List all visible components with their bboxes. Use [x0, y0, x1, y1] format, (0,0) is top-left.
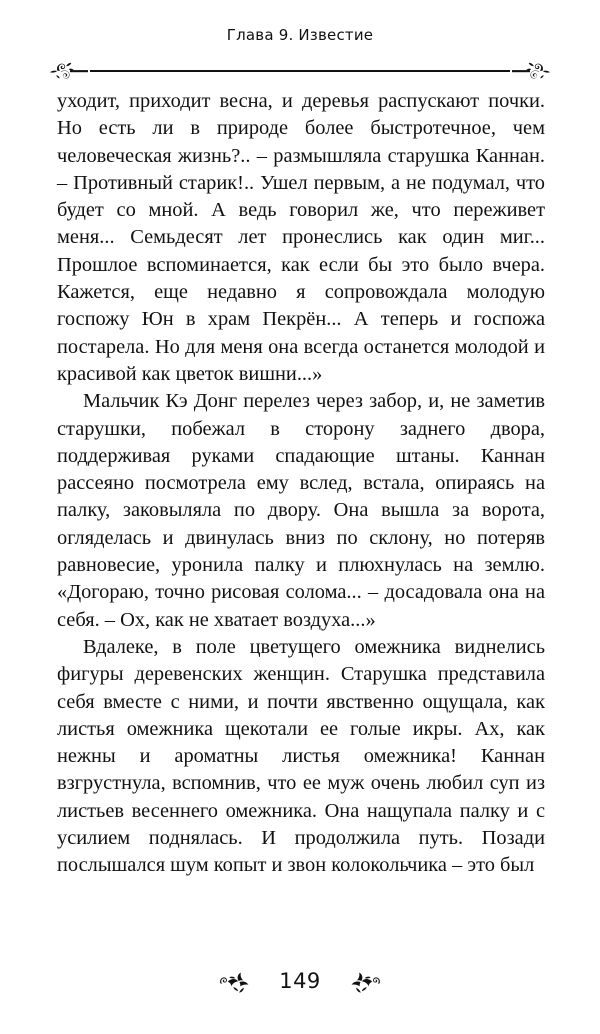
leaf-ornament-left-icon	[219, 966, 265, 996]
flourish-ornament-right-icon	[512, 58, 552, 84]
body-text	[57, 88, 545, 880]
page-number: 149	[279, 969, 321, 993]
paragraph: уходит, приходит весна, и деревья распускают почки. Но есть ли в природе более быстротечное, чем человеческая жизнь?.. – размышляла старушка Каннан. – Противный старик!.. Ушел первым, а не подумал, что будет со мной. А ведь говорил же, что переживет меня... Семьдесят лет пронеслись как один миг... Прошлое вспоминается, как если бы это было вчера. Кажется, еще недавно я сопровождала молодую госпожу Юн в храм Пекрён... А теперь и госпожа постарела. Но для меня она всегда останется молодой и красивой как цветок вишни...»	[57, 90, 545, 385]
leaf-ornament-right-icon	[335, 966, 381, 996]
page-footer	[0, 966, 600, 996]
divider-line	[90, 70, 510, 72]
paragraph: Вдалеке, в поле цветущего омежника виднелись фигуры деревенских женщин. Старушка представила себя вместе с ними, и почти явственно ощущала, как листья омежника щекотали ее голые икры. Ах, как нежны и ароматны листья омежника! Каннан взгрустнула, вспомнив, что ее муж очень любил суп из листьев весеннего омежника. Она нащупала палку и с усилием поднялась. И продолжила путь. Позади послышался шум копыт и звон колокольчика – это был	[57, 635, 545, 877]
header-divider	[48, 58, 552, 84]
flourish-ornament-left-icon	[48, 58, 88, 84]
paragraph: Мальчик Кэ Донг перелез через забор, и, не заметив старушки, побежал в сторону заднего двора, поддерживая руками спадающие штаны. Каннан рассеяно посмотрела ему вслед, встала, опираясь на палку, заковыляла по двору. Она вышла за ворота, огляделась и двинулась вниз по склону, но потеряв равновесие, уронила палку и плюхнулась на землю. «Догораю, точно рисовая солома... – досадовала она на себя. – Ох, как не хватает воздуха...»	[57, 390, 545, 631]
running-head: Глава 9. Известие	[226, 26, 374, 44]
